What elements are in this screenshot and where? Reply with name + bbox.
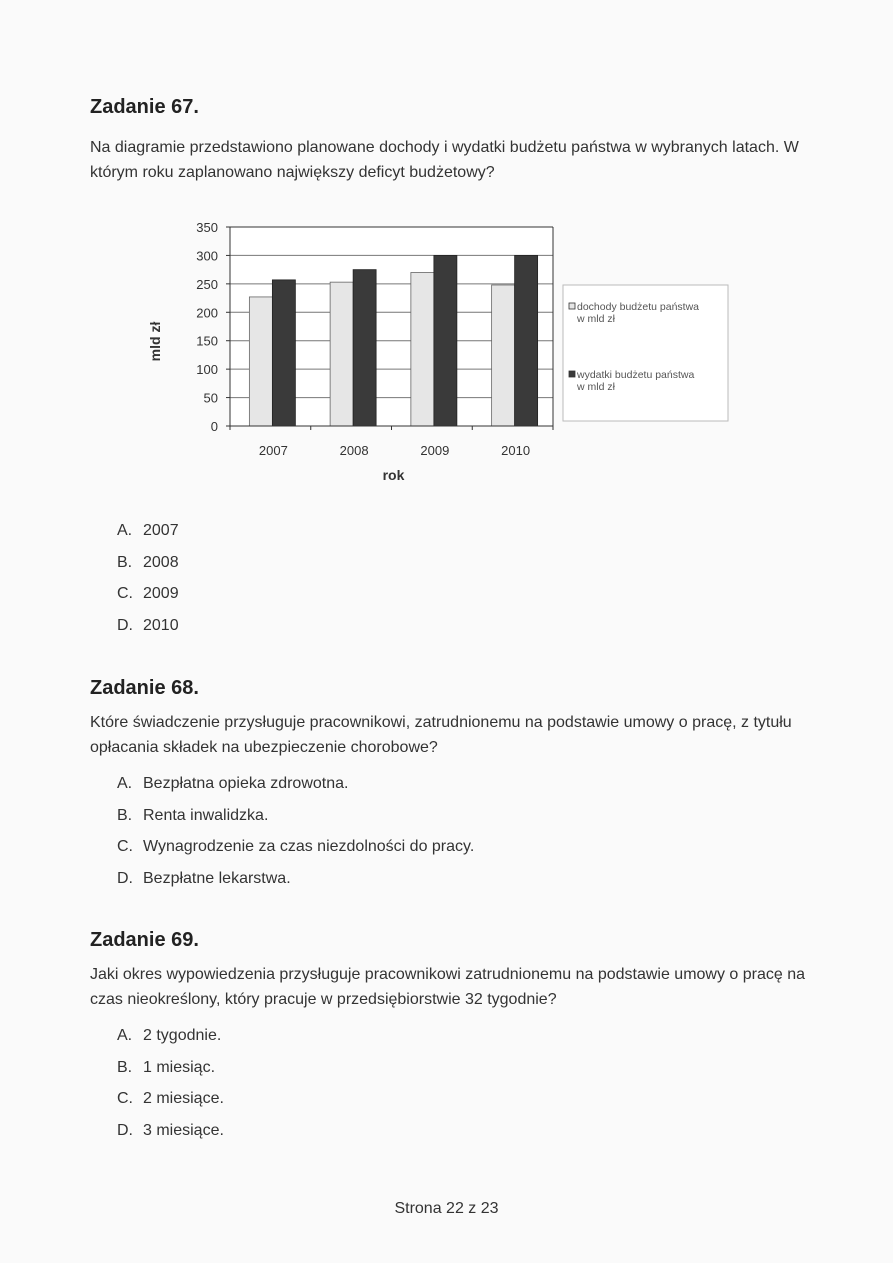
answer-68-c[interactable]: C. Wynagrodzenie za czas niezdolności do pracy. [117, 838, 475, 855]
task-69-title: Zadanie 69. [90, 929, 199, 951]
y-tick-label: 100 [196, 362, 218, 378]
y-tick-label: 250 [196, 276, 218, 292]
y-tick-label: 150 [196, 333, 218, 349]
bar-wydatki-2008 [353, 270, 376, 426]
task-67-answers [117, 520, 179, 646]
legend-label: wydatki budżetu państwa [577, 369, 695, 381]
x-tick-label: 2007 [258, 443, 288, 458]
answer-67-d[interactable]: D. 2010 [117, 616, 179, 634]
task-68-question: Które świadczenie przysługuje pracownikowi, zatrudnionemu na podstawie umowy o pracę, z tytułu opłacania składek na ubezpieczenie chorobowe? [90, 714, 792, 756]
bar-dochody-2010 [492, 285, 515, 426]
y-tick-label: 200 [196, 305, 218, 321]
answer-67-b[interactable]: B. 2008 [117, 553, 179, 571]
legend-label-unit: w mld zł [577, 313, 615, 325]
y-axis-title: mld zł [147, 321, 163, 362]
task-68-answers [117, 773, 474, 899]
answer-68-d[interactable]: D. Bezpłatne lekarstwa. [117, 869, 291, 887]
bar-dochody-2008 [330, 282, 353, 426]
answer-68-b[interactable]: B. Renta inwalidzka. [117, 806, 269, 824]
bar-dochody-2009 [411, 272, 434, 426]
bar-wydatki-2010 [515, 255, 538, 426]
bar-dochody-2007 [249, 297, 272, 426]
budget-chart [140, 210, 740, 500]
legend-label: dochody budżetu państwa [577, 301, 700, 313]
answer-67-a[interactable]: A. 2007 [117, 522, 179, 539]
x-tick-label: 2008 [339, 443, 369, 458]
x-tick-label: 2010 [501, 443, 531, 458]
y-tick-label: 350 [196, 220, 218, 235]
task-69-question: Jaki okres wypowiedzenia przysługuje pracownikowi zatrudnionemu na podstawie umowy o pracę na czas nieokreślony, który pracuje w przedsiębiorstwie 32 tygodnie? [90, 966, 806, 1008]
legend-swatch-dochody [569, 303, 575, 309]
task-68-title: Zadanie 68. [90, 677, 199, 699]
y-tick-label: 0 [210, 419, 218, 434]
task-69-answers [117, 1025, 224, 1151]
answer-67-c[interactable]: C. 2009 [117, 585, 179, 602]
answer-69-c[interactable]: C. 2 miesiące. [117, 1090, 224, 1107]
task-67-question: Na diagramie przedstawiono planowane dochody i wydatki budżetu państwa w wybranych latach. W którym roku zaplanowano największy deficyt budżetowy? [90, 139, 799, 181]
answer-69-d[interactable]: D. 3 miesiące. [117, 1121, 224, 1139]
answer-68-a[interactable]: A. Bezpłatna opieka zdrowotna. [117, 775, 349, 792]
task-67-title: Zadanie 67. [90, 96, 199, 118]
legend-swatch-wydatki [569, 371, 575, 377]
answer-69-a[interactable]: A. 2 tygodnie. [117, 1027, 222, 1044]
y-tick-label: 300 [196, 248, 218, 264]
y-tick-label: 50 [203, 390, 218, 406]
answer-69-b[interactable]: B. 1 miesiąc. [117, 1058, 216, 1076]
bar-wydatki-2009 [434, 255, 457, 426]
legend-label-unit: w mld zł [577, 381, 615, 393]
bar-wydatki-2007 [272, 280, 295, 426]
x-axis-title: rok [382, 467, 405, 483]
x-tick-label: 2009 [420, 443, 450, 458]
page-number: Strona 22 z 23 [394, 1200, 499, 1217]
